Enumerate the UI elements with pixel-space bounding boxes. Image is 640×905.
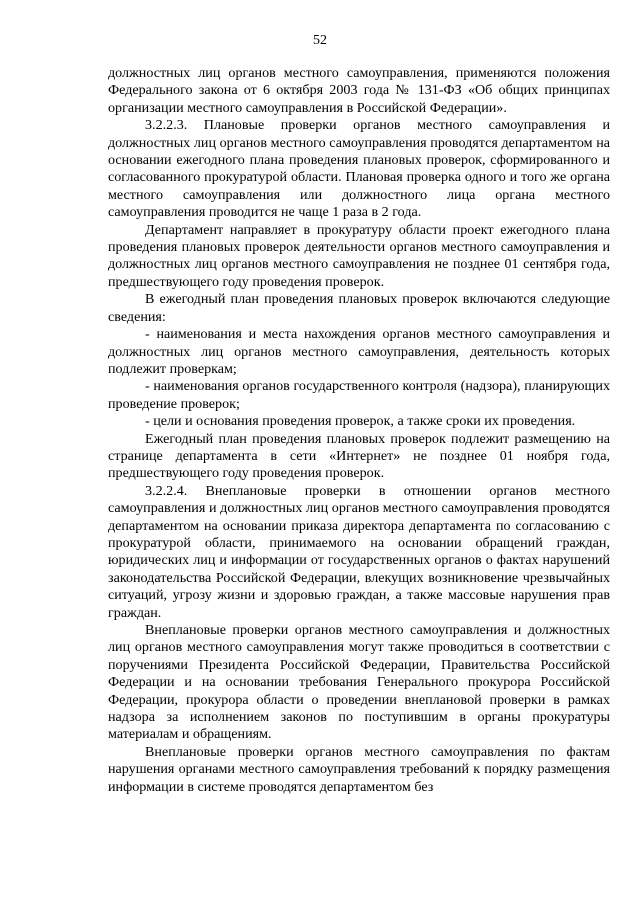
list-item: - наименования органов государственного контроля (надзора), планирующих проведение проверок;: [108, 378, 610, 412]
document-body: [108, 65, 610, 796]
paragraph: должностных лиц органов местного самоуправления, применяются положения Федерального закона от 6 октября 2003 года № 131-ФЗ «Об общих принципах организации местного самоуправления в Российской Федерации».: [108, 65, 610, 116]
paragraph: 3.2.2.3. Плановые проверки органов местного самоуправления и должностных лиц органов местного самоуправления проводятся департаментом на основании ежегодного плана проведения плановых проверок, сформированного и согласованного прокуратурой области. Плановая проверка одного и того же органа местного самоуправления или должностного лица органа местного самоуправления проводится не чаще 1 раза в 2 года.: [108, 117, 610, 221]
paragraph: Департамент направляет в прокуратуру области проект ежегодного плана проведения плановых проверок деятельности органов местного самоуправления и должностных лиц органов местного самоуправления не позднее 01 сентября года, предшествующего году проведения проверок.: [108, 221, 610, 290]
paragraph: 3.2.2.4. Внеплановые проверки в отношении органов местного самоуправления и должностных лиц органов местного самоуправления проводятся департаментом на основании приказа директора департамента по согласованию с прокуратурой области, принимаемого на основании обращений граждан, юридических лиц и информации от государственных органов о фактах нарушений законодательства Российской Федерации, влекущих возникновение чрезвычайных ситуаций, угрозу жизни и здоровью граждан, а также массовые нарушения прав граждан.: [108, 482, 610, 621]
page-number: 52: [313, 33, 327, 48]
paragraph: В ежегодный план проведения плановых проверок включаются следующие сведения:: [108, 291, 610, 325]
paragraph: Внеплановые проверки органов местного самоуправления по фактам нарушения органами местного самоуправления требований к порядку размещения информации в системе проводятся департаментом без: [108, 743, 610, 795]
paragraph: Ежегодный план проведения плановых проверок подлежит размещению на странице департамента в сети «Интернет» не позднее 01 ноября года, предшествующего году проведения проверок.: [108, 430, 610, 482]
paragraph: Внеплановые проверки органов местного самоуправления и должностных лиц органов местного самоуправления могут также проводиться в соответствии с поручениями Президента Российской Федерации, Правительства Российской Федерации и на основании требования Генерального прокурора Российской Федерации, прокурора области о проведении внеплановой проверки в рамках надзора за исполнением законов по поступившим в органы прокуратуры материалам и обращениям.: [108, 622, 610, 743]
list-item: - цели и основания проведения проверок, а также сроки их проведения.: [145, 413, 576, 430]
list-item: - наименования и места нахождения органов местного самоуправления и должностных лиц органов местного самоуправления, деятельность которых подлежит проверкам;: [108, 326, 610, 377]
